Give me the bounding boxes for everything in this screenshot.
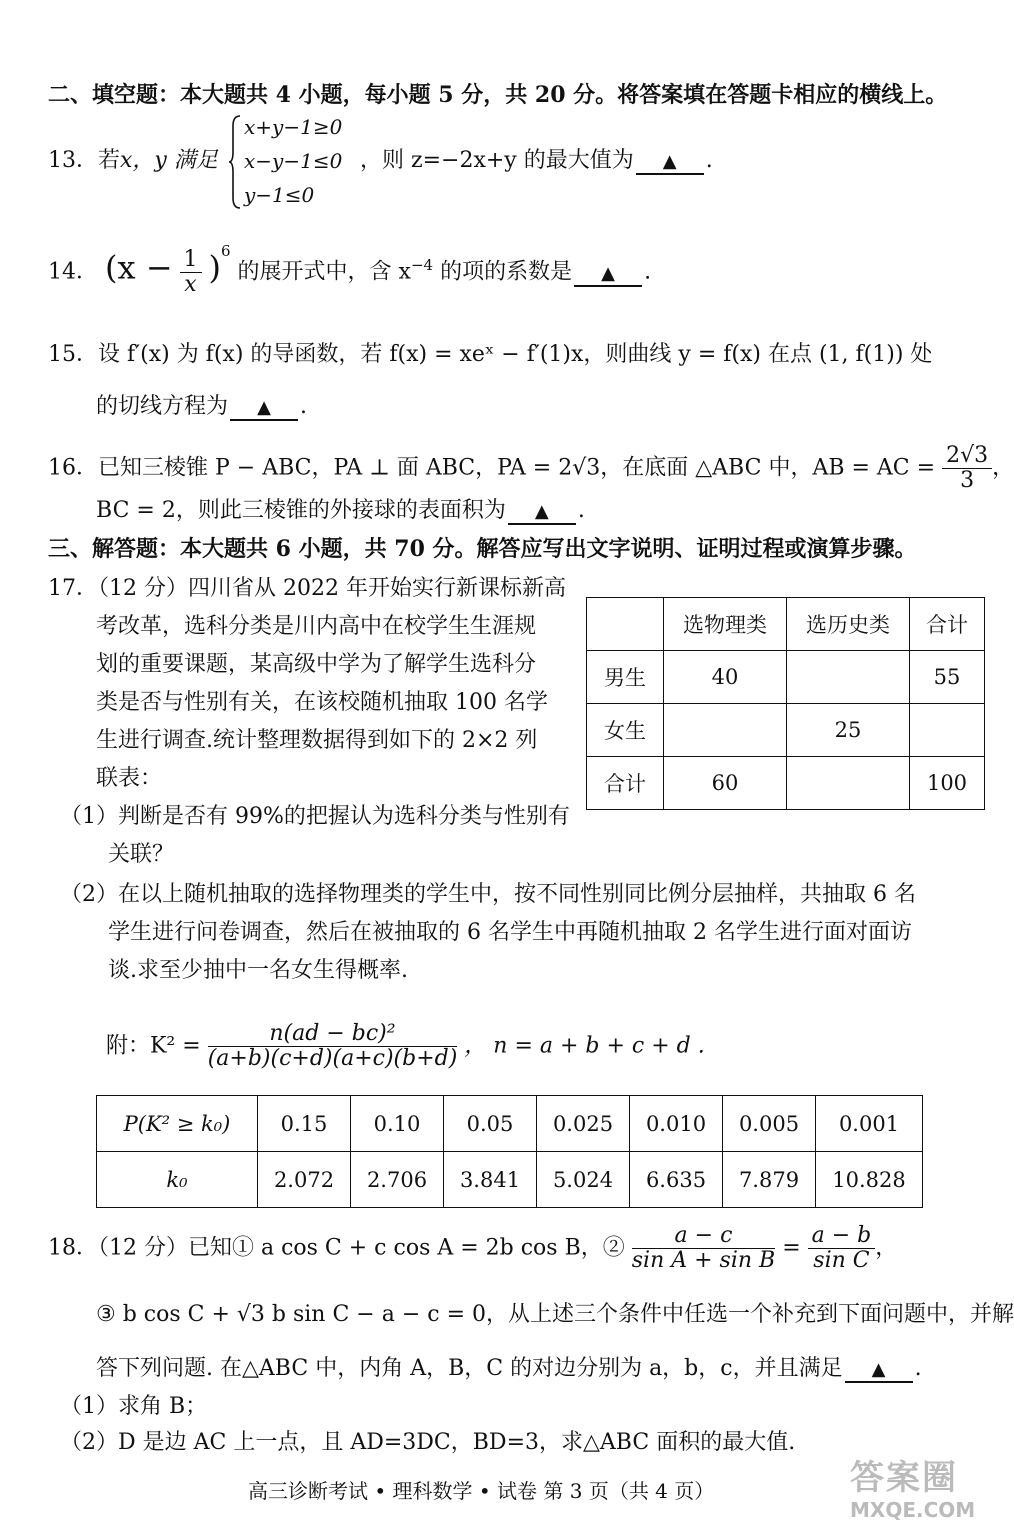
q18-f2-num: a − b xyxy=(808,1224,876,1249)
question-16-line-2: BC = 2，则此三棱锥的外接球的表面积为 ▲ . xyxy=(96,498,585,523)
watermark-logo xyxy=(850,1458,990,1528)
table-row xyxy=(97,1152,923,1208)
answer-blank: ▲ xyxy=(508,501,576,525)
q13-condition-2: x−y−1≤0 xyxy=(244,149,343,173)
q16-frac-num: 2√3 xyxy=(942,444,992,469)
table-cell: 55 xyxy=(910,651,985,704)
table-cell: 0.001 xyxy=(816,1096,923,1152)
table-row xyxy=(97,1096,923,1152)
table-cell: 选物理类 xyxy=(664,598,787,651)
question-18-line-3: 答下列问题. 在△ABC 中，内角 A，B，C 的对边分别为 a，b，c，并且满足 ▲ . xyxy=(96,1356,922,1381)
table-row xyxy=(587,704,985,757)
question-18-line-2: ③ b cos C + √3 b sin C − a − c = 0，从上述三个条件中任选一个补充到下面问题中，并解 xyxy=(96,1302,1014,1327)
q17-text-line-5: 生进行调查.统计整理数据得到如下的 2×2 列 xyxy=(96,728,538,753)
q18-line1-text: 18．（12 分）已知① a cos C + c cos A = 2b cos B，② xyxy=(48,1235,625,1261)
watermark-top: 答案圈 xyxy=(850,1458,958,1498)
chi-square-formula xyxy=(106,1022,705,1071)
formula-suffix: ， n = a + b + c + d . xyxy=(464,1033,705,1059)
table-cell xyxy=(910,704,985,757)
table-cell: P(K² ≥ k₀) xyxy=(97,1096,258,1152)
q17-part1-line-2: 关联？ xyxy=(108,842,175,867)
answer-blank: ▲ xyxy=(230,397,298,421)
q18-f1-den: sin A + sin B xyxy=(631,1248,776,1273)
q17-text-line-2: 考改革，选科分类是川内高中在校学生生涯规 xyxy=(96,614,537,639)
q18-f2-den: sin C xyxy=(813,1248,870,1273)
formula-fraction xyxy=(208,1022,458,1071)
table-cell: 6.635 xyxy=(630,1152,723,1208)
q14-expr-right: ) xyxy=(208,248,221,287)
table-cell: 10.828 xyxy=(816,1152,923,1208)
q14-number: 14． xyxy=(48,259,98,285)
table-cell xyxy=(587,598,664,651)
question-18-line-1 xyxy=(48,1224,897,1273)
q16-fraction xyxy=(942,444,992,493)
question-16-line-1 xyxy=(48,444,1014,493)
q18-f1-num: a − c xyxy=(632,1224,775,1249)
q14-frac-den: x xyxy=(184,272,197,297)
left-brace-icon xyxy=(228,114,242,210)
q13-inequality-system xyxy=(228,114,368,210)
formula-numerator: n(ad − bc)² xyxy=(208,1022,458,1047)
question-15-line-1: 15．设 f′(x) 为 f(x) 的导函数，若 f(x) = xeˣ − f′(1)x，则曲线 y = f(x) 在点 (1, f(1)) 处 xyxy=(48,342,933,367)
table-header-row xyxy=(587,598,985,651)
q13-number: 13．若 xyxy=(48,148,120,173)
table-cell: 男生 xyxy=(587,651,664,704)
q17-text-line-4: 类是否与性别有关，在该校随机抽取 100 名学 xyxy=(96,690,548,715)
q18-equals: = xyxy=(782,1235,801,1261)
table-row xyxy=(587,757,985,810)
page-footer: 高三诊断考试 • 理科数学 • 试卷 第 3 页（共 4 页） xyxy=(248,1479,715,1503)
table-cell: 100 xyxy=(910,757,985,810)
table-cell xyxy=(787,757,910,810)
q16-line2-text: BC = 2，则此三棱锥的外接球的表面积为 xyxy=(96,498,506,523)
table-cell: k₀ xyxy=(97,1152,258,1208)
table-cell: 0.005 xyxy=(723,1096,816,1152)
q17-text-line-1: 17．（12 分）四川省从 2022 年开始实行新课标新高 xyxy=(48,576,566,601)
section-two-heading: 二、填空题：本大题共 4 小题，每小题 5 分，共 20 分。将答案填在答题卡相应的横线上。 xyxy=(48,82,948,108)
q18-line3-text: 答下列问题. 在△ABC 中，内角 A，B，C 的对边分别为 a，b，c，并且满足 xyxy=(96,1356,843,1381)
q13-tail-text: ，则 z=−2x+y 的最大值为 xyxy=(360,148,634,173)
q16-frac-den: 3 xyxy=(960,468,975,493)
q14-power: 6 xyxy=(221,242,231,261)
table-cell: 合计 xyxy=(587,757,664,810)
table-cell: 40 xyxy=(664,651,787,704)
question-13 xyxy=(48,146,218,176)
q13-tail: ，则 z=−2x+y 的最大值为 ▲ . xyxy=(360,148,713,173)
formula-prefix: 附：K² = xyxy=(106,1033,201,1059)
q14-exponent: −4 xyxy=(410,256,434,275)
table-cell: 60 xyxy=(664,757,787,810)
table-cell: 0.025 xyxy=(537,1096,630,1152)
q15-line2-text: 的切线方程为 xyxy=(96,394,229,419)
table-cell: 选历史类 xyxy=(787,598,910,651)
q14-fraction xyxy=(180,248,202,297)
q13-condition-1: x+y−1≥0 xyxy=(244,115,343,139)
q14-expr-left: (x − xyxy=(105,248,173,287)
q14-text2: 的项的系数是 xyxy=(433,259,573,285)
q17-part1-line-1: （1）判断是否有 99%的把握认为选科分类与性别有 xyxy=(60,804,570,829)
table-cell: 7.879 xyxy=(723,1152,816,1208)
table-cell xyxy=(787,651,910,704)
answer-blank: ▲ xyxy=(574,263,642,287)
table-cell: 25 xyxy=(787,704,910,757)
question-15-line-2: 的切线方程为 ▲ . xyxy=(96,394,308,419)
section-three-heading: 三、解答题：本大题共 6 小题，共 70 分。解答应写出文字说明、证明过程或演算步骤。 xyxy=(48,536,917,562)
q18-fraction-1 xyxy=(632,1224,775,1273)
q16-line1-text: 16．已知三棱锥 P − ABC，PA ⊥ 面 ABC，PA = 2√3，在底面 △ABC 中，AB = AC = xyxy=(48,455,936,481)
table-row xyxy=(587,651,985,704)
q18-fraction-2 xyxy=(808,1224,876,1273)
formula-denominator: (a+b)(c+d)(a+c)(b+d) xyxy=(207,1046,458,1071)
question-14: 14． (x − $\frac{1}{x}$ )$^6$ 的展开式中，含 $x^{-4}$ 的项的系数是 ▲ . xyxy=(48,242,652,297)
q18-comma: ， xyxy=(875,1235,898,1261)
q14-text: 的展开式中，含 x xyxy=(237,259,411,285)
answer-blank: ▲ xyxy=(845,1359,913,1383)
q17-part2-line-1: （2）在以上随机抽取的选择物理类的学生中，按不同性别同比例分层抽样，共抽取 6 名 xyxy=(60,882,916,907)
q17-text-line-3: 划的重要课题，某高级中学为了解学生选科分 xyxy=(96,652,537,677)
q18-part-2: （2）D 是边 AC 上一点，且 AD=3DC，BD=3，求△ABC 面积的最大值. xyxy=(60,1430,796,1455)
table-cell: 3.841 xyxy=(444,1152,537,1208)
table-cell: 0.15 xyxy=(258,1096,351,1152)
watermark-bottom: MXQE.COM xyxy=(850,1498,976,1522)
table-cell: 2.706 xyxy=(351,1152,444,1208)
table-cell: 2.072 xyxy=(258,1152,351,1208)
q17-part2-line-2: 学生进行问卷调查，然后在被抽取的 6 名学生中再随机抽取 2 名学生进行面对面访 xyxy=(108,920,912,945)
table-cell: 女生 xyxy=(587,704,664,757)
table-cell: 0.010 xyxy=(630,1096,723,1152)
contingency-table xyxy=(586,597,985,810)
q16-comma: ， xyxy=(992,455,1014,481)
q13-vars: x，y 满足 xyxy=(120,148,218,173)
q18-part-1: （1）求角 B； xyxy=(60,1394,208,1419)
table-cell: 0.10 xyxy=(351,1096,444,1152)
table-cell xyxy=(664,704,787,757)
q17-part2-line-3: 谈.求至少抽中一名女生得概率. xyxy=(108,958,408,983)
table-cell: 0.05 xyxy=(444,1096,537,1152)
table-cell: 合计 xyxy=(910,598,985,651)
q14-frac-num: 1 xyxy=(180,248,202,273)
answer-blank: ▲ xyxy=(636,151,704,175)
q17-text-line-6: 联表： xyxy=(96,766,163,791)
critical-value-table xyxy=(96,1095,923,1208)
q13-condition-3: y−1≤0 xyxy=(244,183,315,207)
table-cell: 5.024 xyxy=(537,1152,630,1208)
